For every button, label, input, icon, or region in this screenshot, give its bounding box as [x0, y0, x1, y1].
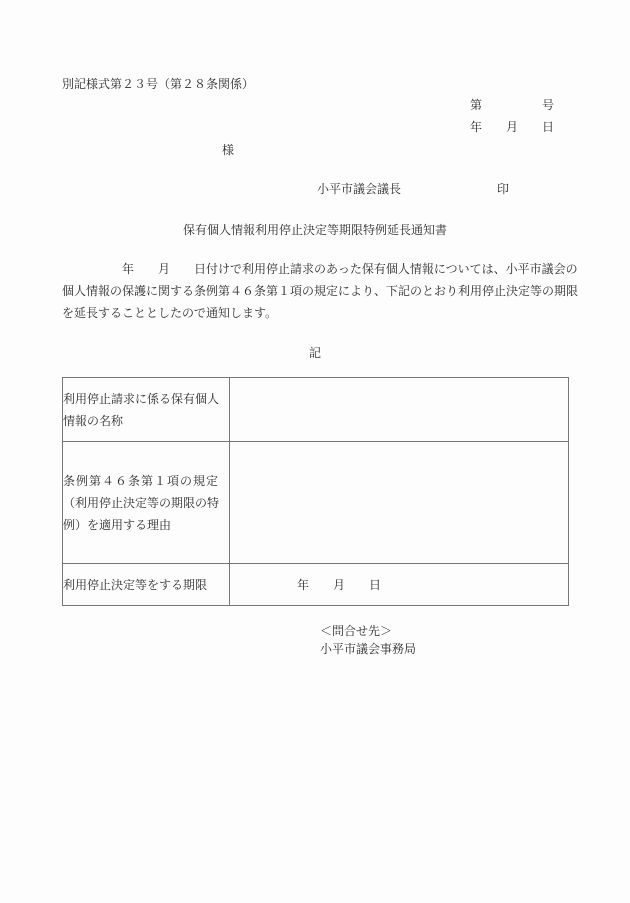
- value-retained-info-name: [230, 378, 569, 442]
- deadline-date-blank: 年 月 日: [297, 578, 382, 592]
- body-line: を延長することとしたので通知します。: [62, 306, 278, 320]
- body-paragraph: [62, 258, 592, 324]
- table-row-applicable-provision: [63, 442, 569, 564]
- issue-date-blank: 年 月 日: [470, 120, 555, 134]
- addressee-honorific: 様: [222, 143, 235, 157]
- label-applicable-provision: [63, 442, 230, 564]
- label-line: 情報の名称: [63, 413, 124, 428]
- sender-title: 小平市議会議長: [317, 182, 402, 196]
- detail-table: [62, 377, 569, 606]
- value-applicable-provision: [230, 442, 569, 564]
- contact-heading: ＜問合せ先＞: [320, 624, 393, 638]
- label-suspension-deadline: [63, 564, 230, 606]
- label-line: 例）を適用する理由: [63, 517, 172, 532]
- table-row-suspension-deadline: [63, 564, 569, 606]
- contact-name: 小平市議会事務局: [320, 642, 417, 656]
- contact-block: [320, 622, 416, 658]
- form-reference-number: 別記様式第２３号（第２８条関係）: [62, 77, 255, 91]
- value-suspension-deadline: [230, 564, 569, 606]
- document-title: 保有個人情報利用停止決定等期限特例延長通知書: [182, 223, 447, 237]
- seal-placeholder: 印: [497, 182, 510, 196]
- section-marker-ki: 記: [308, 346, 321, 360]
- body-line: 個人情報の保護に関する条例第４６条第１項の規定により、下記のとおり利用停止決定等の期限: [62, 284, 579, 298]
- label-line: 条例第４６条第１項の規定: [63, 473, 220, 488]
- label-line: （利用停止決定等の期限の特: [63, 495, 220, 510]
- label-line: 利用停止請求に係る保有個人: [63, 391, 220, 406]
- label-line: 利用停止決定等をする期限: [63, 577, 208, 592]
- table-row-retained-info-name: [63, 378, 569, 442]
- label-retained-info-name: [63, 378, 230, 442]
- body-line: 年 月 日付けで利用停止請求のあった保有個人情報については、小平市議会の: [62, 262, 578, 276]
- document-number-blank: 第 号: [470, 98, 555, 112]
